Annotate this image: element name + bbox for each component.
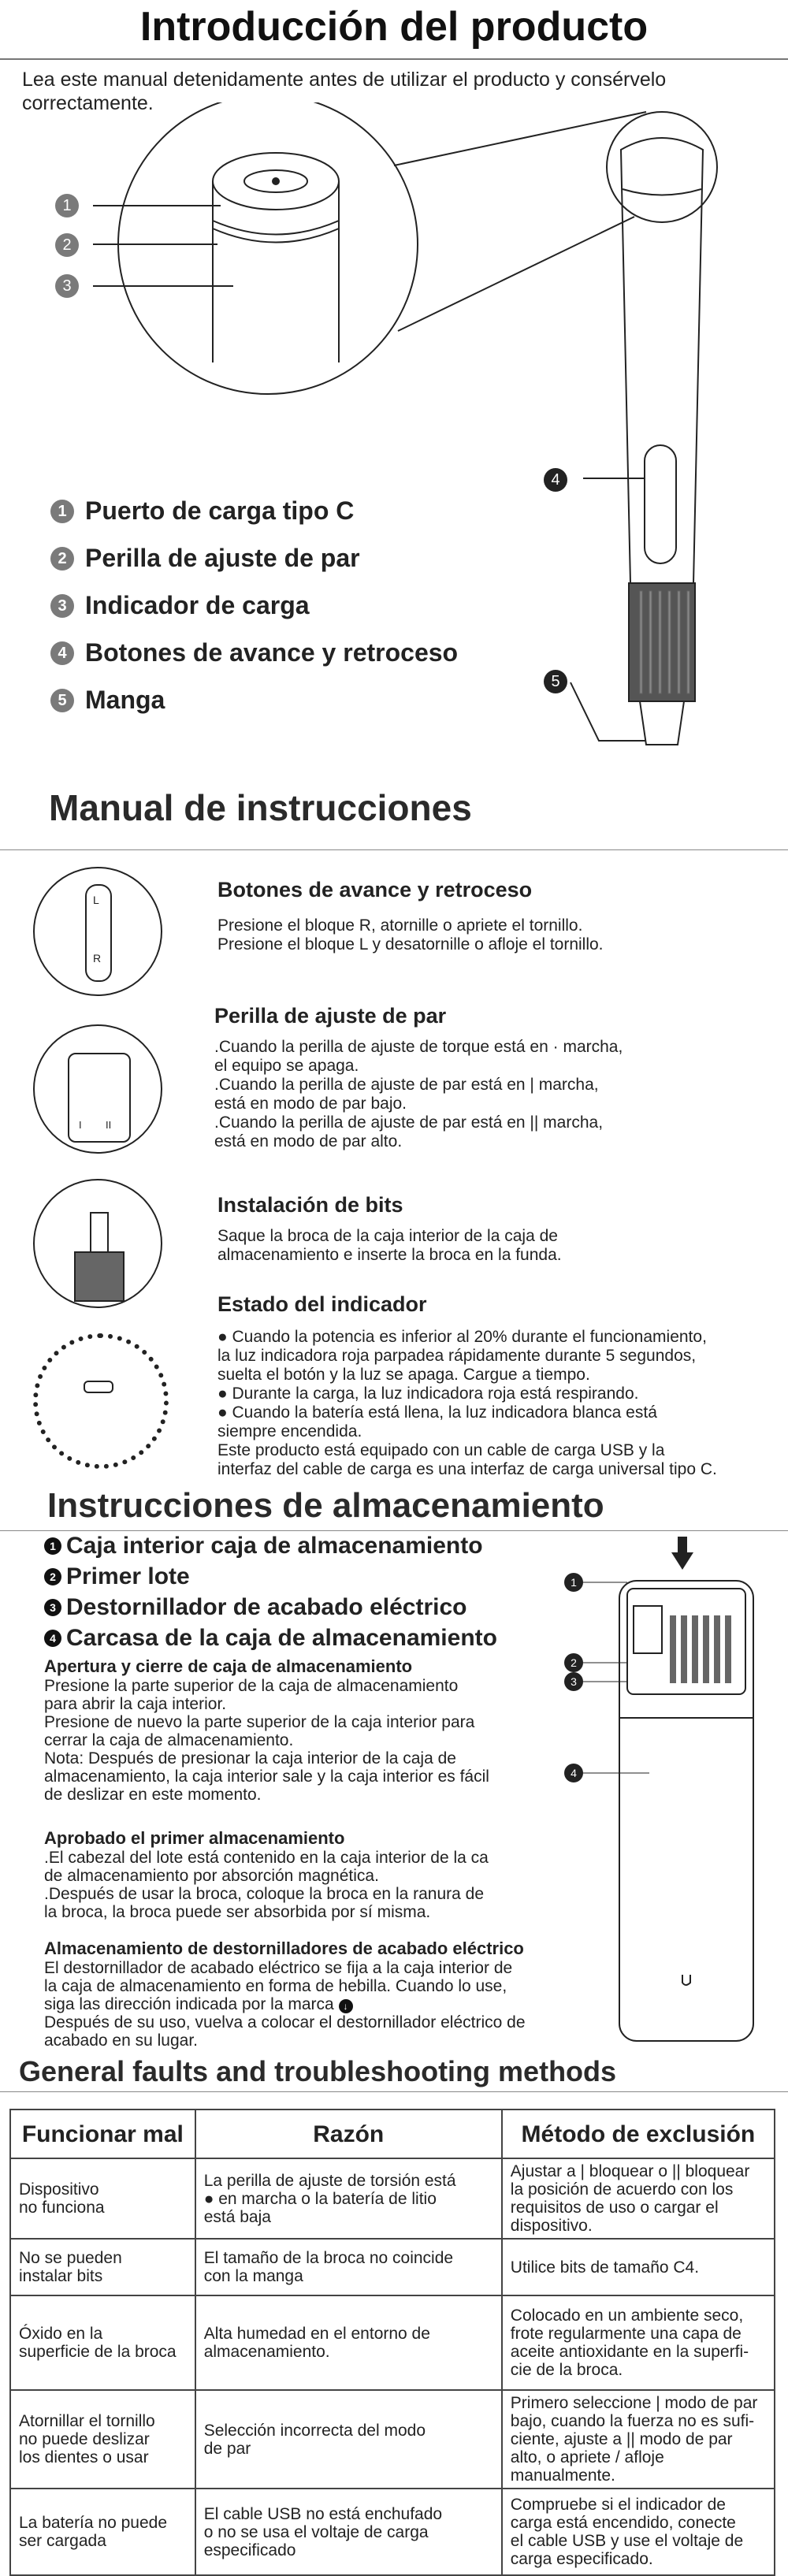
part-item-4: 4 Botones de avance y retroceso [50, 638, 458, 667]
arrow-down-icon: ↓ [339, 1999, 353, 2013]
knob-illustration: I II [33, 1024, 162, 1154]
indicator-illustration [33, 1333, 169, 1469]
part-item-2: 2 Perilla de ajuste de par [50, 544, 360, 573]
fault-cell: Dispositivo no funciona [10, 2158, 195, 2239]
method-cell: Ajustar a | bloquear o || bloquear la posición de acuerdo con los requisitos de uso o cargar el dispositivo. [502, 2158, 775, 2239]
callout-1: 1 [55, 194, 79, 217]
part-item-1: 1 Puerto de carga tipo C [50, 496, 354, 526]
knob-line [213, 221, 339, 235]
part-item-5: 5 Manga [50, 686, 165, 715]
section-torque-knob: Perilla de ajuste de par .Cuando la perilla de ajuste de torque está en · marcha, el equipo se apaga. .Cuando la perilla de ajuste de par está en | marcha, está en modo de par bajo. .Cuando la perilla de ajuste de par está en || marcha, está en modo de par alto. [214, 1004, 623, 1150]
col-method: Método de exclusión [502, 2109, 775, 2158]
section-bit-install: Instalación de bits Saque la broca de la caja interior de la caja de almacenamiento e inserte la broca en la funda. [217, 1193, 562, 1264]
method-cell: Primero seleccione | modo de par bajo, cuando la fuerza no es sufi- ciente, ajuste a || modo de par alto, o apriete / afloje manualmente. [502, 2390, 775, 2489]
table-row [10, 2489, 775, 2575]
storage-section-first-batch: Aprobado el primer almacenamiento .El cabezal del lote está contenido en la caja interior de la ca de almacenamiento por absorción magnética. .Después de usar la broca, coloque la broca en la ranura de la broca, la broca puede ser absorbida por sí misma. [44, 1828, 489, 1921]
reason-cell: La perilla de ajuste de torsión está ● en marcha o la batería de litio está baja [195, 2158, 502, 2239]
table-header-row [10, 2109, 775, 2158]
screwdriver-body [621, 138, 703, 583]
storage-section-open-close: Apertura y cierre de caja de almacenamiento Presione la parte superior de la caja de almacenamiento para abrir la caja interior. Presione de nuevo la parte superior de la caja interior para cerrar la caja de almacenamiento. Nota: Después de presionar la caja interior de la caja de almacenamiento, la caja interior sale y la caja interior es fácil de deslizar en este momento. [44, 1656, 489, 1804]
zoom-line [398, 217, 634, 331]
fault-cell: Óxido en la superficie de la broca [10, 2295, 195, 2390]
direction-buttons [645, 445, 676, 563]
table-row [10, 2239, 775, 2295]
table-row [10, 2295, 775, 2390]
intro-description: Lea este manual detenidamente antes de utilizar el producto y consérvelo correctamente. [22, 69, 667, 114]
reason-cell: El cable USB no está enchufado o no se usa el voltaje de carga especificado [195, 2489, 502, 2575]
faults-table [9, 2109, 775, 2576]
storage-item-2: 2 Primer lote [44, 1563, 190, 1590]
storage-section-screwdriver: Almacenamiento de destornilladores de acabado eléctrico El destornillador de acabado eléctrico se fija a la caja interior de la caja de almacenamiento en forma de hebilla. Cuando lo use, siga las dirección indicada por la marca ↓ Después de su uso, vuelva a colocar el destornillador eléctrico de acabado en su lugar. [44, 1939, 526, 2050]
col-reason: Razón [195, 2109, 502, 2158]
fault-cell: No se pueden instalar bits [10, 2239, 195, 2295]
method-cell: Compruebe si el indicador de carga está encendido, conecte el cable USB y use el voltaje de carga especificado. [502, 2489, 775, 2575]
storage-title: Instrucciones de almacenamiento [47, 1486, 604, 1525]
section-indicator: Estado del indicador ● Cuando la potencia es inferior al 20% durante el funcionamiento, la luz indicadora roja parpadea rápidamente durante 5 segundos, suelta el botón y la luz se apaga. Cargue a tiempo. ● Durante la carga, la luz indicadora roja está respirando. ● Cuando la batería está llena, la luz indicadora blanca está siempre encendida. Este producto está equipado con un cable de carga USB y la interfaz del cable de carga es una interfaz de carga universal tipo C. [217, 1292, 717, 1478]
storage-box-illustration [552, 1537, 788, 2088]
method-cell: Colocado en un ambiente seco, frote regularmente una capa de aceite antioxidante en la superfi- cie de la broca. [502, 2295, 775, 2390]
storage-callout-3: 3 [564, 1672, 583, 1691]
storage-callout-1: 1 [564, 1573, 583, 1592]
reason-cell: Selección incorrecta del modo de par [195, 2390, 502, 2489]
buttons-illustration: L R [33, 867, 162, 996]
mi-logo [682, 1975, 690, 1985]
zoom-circle-small [607, 112, 717, 222]
reason-cell: Alta humedad en el entorno de almacenamiento. [195, 2295, 502, 2390]
callout-3: 3 [55, 274, 79, 298]
table-row [10, 2390, 775, 2489]
bit-install-illustration [33, 1179, 162, 1308]
fault-cell: Atornillar el tornillo no puede deslizar los dientes o usar [10, 2390, 195, 2489]
bit-holder [640, 701, 684, 745]
zoom-circle [118, 102, 418, 394]
sleeve [629, 583, 695, 701]
callout-5: 5 [544, 670, 567, 693]
faults-rule [0, 2091, 788, 2092]
storage-callout-4: 4 [564, 1764, 583, 1782]
zoom-body [213, 181, 339, 362]
method-cell: Utilice bits de tamaño C4. [502, 2239, 775, 2295]
title-rule [0, 58, 788, 60]
manual-title: Manual de instrucciones [49, 787, 472, 828]
storage-item-4: 4 Carcasa de la caja de almacenamiento [44, 1625, 497, 1652]
section-direction-buttons: Botones de avance y retroceso Presione el bloque R, atornille o apriete el tornillo. Presione el bloque L y desatornille o afloje el tornillo. [217, 878, 604, 953]
faults-title: General faults and troubleshooting methods [19, 2055, 617, 2087]
table-row [10, 2158, 775, 2239]
callout-4: 4 [544, 468, 567, 492]
callout-2: 2 [55, 233, 79, 257]
fault-cell: La batería no puede ser cargada [10, 2489, 195, 2575]
storage-item-3: 3 Destornillador de acabado eléctrico [44, 1594, 467, 1621]
storage-rule [0, 1530, 788, 1531]
intro-title: Introducción del producto [139, 4, 649, 50]
part-item-3: 3 Indicador de carga [50, 591, 310, 620]
col-fault: Funcionar mal [10, 2109, 195, 2158]
reason-cell: El tamaño de la broca no coincide con la manga [195, 2239, 502, 2295]
storage-item-1: 1 Caja interior caja de almacenamiento [44, 1533, 483, 1559]
manual-rule [0, 849, 788, 850]
storage-callout-2: 2 [564, 1653, 583, 1672]
